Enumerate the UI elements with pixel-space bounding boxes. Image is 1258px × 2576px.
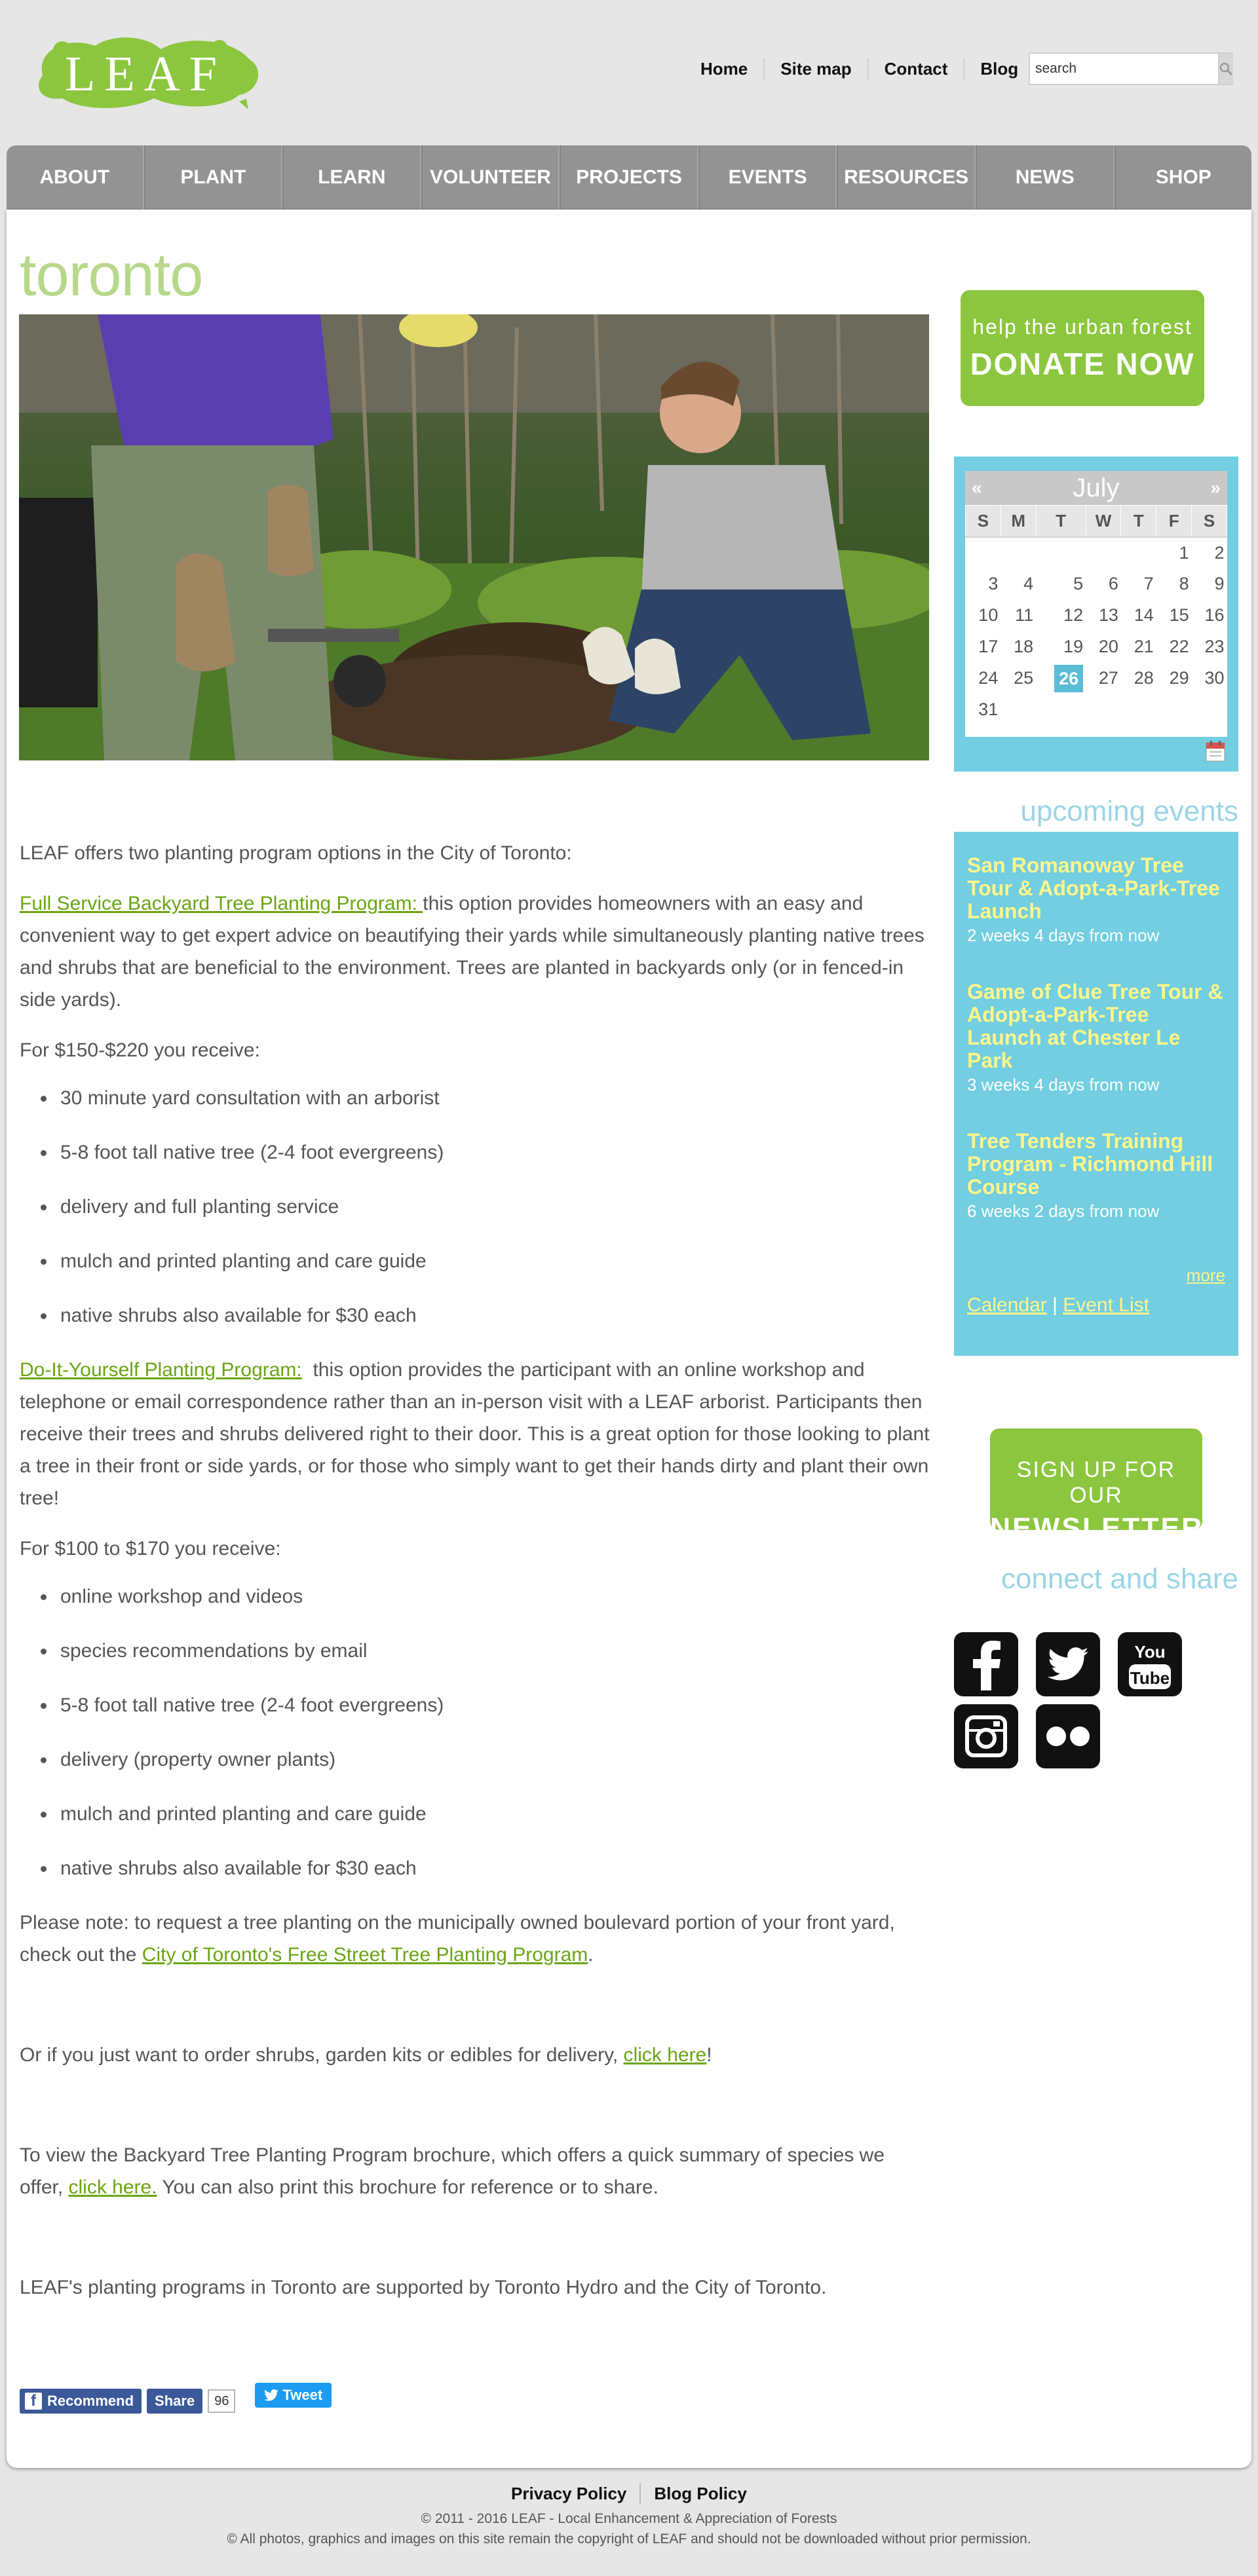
- support-text: LEAF's planting programs in Toronto are supported by Toronto Hydro and the City of Toronto.: [20, 2277, 827, 2298]
- day-header: T: [1036, 506, 1086, 537]
- today-marker: 26: [1054, 665, 1083, 692]
- diy-program-link[interactable]: Do-It-Yourself Planting Program:: [20, 1359, 302, 1381]
- calendar-day[interactable]: 10: [978, 605, 999, 625]
- nav-projects[interactable]: PROJECTS: [560, 145, 698, 210]
- calendar-month: July: [1073, 473, 1120, 502]
- facebook-share-button[interactable]: Share: [147, 2389, 202, 2414]
- search-input[interactable]: [1030, 54, 1218, 84]
- calendar-next-button[interactable]: »: [1210, 477, 1221, 498]
- list-item: 5-8 foot tall native tree (2-4 foot evergreens): [20, 1689, 930, 1721]
- main-nav: [7, 145, 1251, 210]
- calendar-day[interactable]: 16: [1204, 605, 1225, 625]
- calendar-day[interactable]: 13: [1098, 605, 1118, 625]
- privacy-policy-link[interactable]: Privacy Policy: [511, 2484, 627, 2503]
- note-text: Please note: to request a tree planting on the municipally owned boulevard portion of your front yard, check out the: [20, 1912, 895, 1966]
- share-count: 96: [208, 2389, 235, 2413]
- instagram-icon[interactable]: [954, 1704, 1018, 1768]
- shrubs-paragraph: [20, 2039, 930, 2071]
- logo-text: LEAF: [65, 47, 226, 102]
- list-item: native shrubs also available for $30 each: [20, 1852, 930, 1884]
- facebook-icon[interactable]: [954, 1632, 1018, 1696]
- recommend-label: Recommend: [47, 2393, 134, 2409]
- calendar-day[interactable]: 14: [1134, 605, 1154, 625]
- calendar-widget: [954, 457, 1238, 772]
- event-link[interactable]: Tree Tenders Training Program - Richmond Hill Course: [967, 1129, 1213, 1199]
- share-bar: [20, 2389, 332, 2414]
- list-item: mulch and printed planting and care guide: [20, 1245, 930, 1277]
- calendar-day[interactable]: 8: [1179, 574, 1189, 593]
- calendar-day: [1001, 537, 1036, 569]
- topnav-home[interactable]: Home: [700, 59, 748, 79]
- connect-heading: connect and share: [1001, 1563, 1238, 1595]
- day-header: S: [1192, 506, 1227, 537]
- calendar-day[interactable]: 22: [1169, 637, 1189, 656]
- calendar-day: [1156, 694, 1192, 726]
- calendar-day[interactable]: 28: [1134, 668, 1154, 688]
- calendar-day[interactable]: 24: [978, 668, 999, 688]
- brochure-end: You can also print this brochure for reference or to share.: [157, 2176, 659, 2198]
- street-tree-program-link[interactable]: City of Toronto's Free Street Tree Planting Program: [142, 1944, 588, 1966]
- shrubs-end: !: [706, 2044, 712, 2066]
- calendar-day[interactable]: 5: [1073, 574, 1084, 593]
- page-title: toronto: [20, 242, 203, 308]
- hero-photo: [19, 314, 929, 760]
- tweet-button[interactable]: [255, 2383, 332, 2408]
- calendar-day[interactable]: 7: [1143, 574, 1154, 593]
- leaf-logo[interactable]: [23, 29, 269, 115]
- list-item: mulch and printed planting and care guide: [20, 1798, 930, 1830]
- article-content: [20, 837, 930, 2304]
- list-item: native shrubs also available for $30 each: [20, 1299, 930, 1332]
- nav-plant[interactable]: PLANT: [144, 145, 283, 210]
- intro-text: LEAF offers two planting program options in the City of Toronto:: [20, 842, 572, 864]
- footer-links: [0, 2483, 1258, 2504]
- diy-description: this option provides the participant with an online workshop and telephone or email correspondence rather than an in-person visit with a LEAF arborist. Participants then receive their trees and shrubs delivered right to their door. This is a great option for those looking to plant a tree in their front or side yards, or for those who simply want to get their hands dirty and plant their own tree!: [20, 1359, 930, 1509]
- nav-learn[interactable]: LEARN: [282, 145, 421, 210]
- newsletter-line2: NEWSLETTER: [990, 1512, 1204, 1544]
- calendar-day: [1086, 537, 1121, 569]
- calendar-day[interactable]: 30: [1204, 668, 1225, 688]
- calendar-day: [1086, 694, 1121, 726]
- calendar-day[interactable]: 25: [1014, 668, 1034, 688]
- event-item: [967, 854, 1225, 946]
- full-service-paragraph: [20, 887, 930, 1016]
- calendar-day[interactable]: 4: [1023, 574, 1034, 593]
- search-icon: [1219, 62, 1233, 76]
- event-time: 6 weeks 2 days from now: [967, 1201, 1160, 1221]
- list-item: delivery and full planting service: [20, 1191, 930, 1223]
- flickr-icon[interactable]: [1036, 1704, 1100, 1768]
- search-box: [1029, 52, 1233, 85]
- calendar-day[interactable]: 19: [1063, 637, 1084, 656]
- event-link[interactable]: Game of Clue Tree Tour & Adopt-a-Park-Tree Launch at Chester Le Park: [967, 980, 1223, 1072]
- calendar-day[interactable]: 1: [1179, 542, 1189, 563]
- tweet-label: Tweet: [282, 2387, 323, 2403]
- topnav-sitemap[interactable]: Site map: [763, 58, 867, 80]
- list-item: delivery (property owner plants): [20, 1744, 930, 1776]
- topnav-blog[interactable]: Blog: [963, 58, 1034, 80]
- calendar-day: [1121, 694, 1156, 726]
- day-header: F: [1156, 506, 1192, 537]
- full-service-price: For $150-$220 you receive:: [20, 1039, 260, 1061]
- link-separator: |: [1046, 1294, 1063, 1316]
- calendar-day[interactable]: 18: [1014, 637, 1034, 656]
- calendar-day[interactable]: 12: [1063, 605, 1084, 625]
- donate-label: DONATE NOW: [970, 346, 1195, 381]
- event-item: [967, 980, 1225, 1096]
- day-header: S: [966, 506, 1001, 537]
- list-item: 5-8 foot tall native tree (2-4 foot evergreens): [20, 1136, 930, 1168]
- list-item: species recommendations by email: [20, 1635, 930, 1667]
- calendar-day[interactable]: 17: [978, 637, 999, 656]
- event-item: [967, 1130, 1225, 1222]
- diy-paragraph: [20, 1354, 930, 1514]
- brochure-click-here-link[interactable]: click here.: [68, 2176, 157, 2198]
- full-service-program-link[interactable]: Full Service Backyard Tree Planting Program:: [20, 893, 423, 914]
- calendar-links: [967, 1294, 1149, 1316]
- shrubs-text: Or if you just want to order shrubs, garden kits or edibles for delivery,: [20, 2044, 624, 2066]
- list-item: online workshop and videos: [20, 1580, 930, 1613]
- calendar-prev-button[interactable]: «: [972, 477, 982, 498]
- topnav-contact[interactable]: Contact: [867, 58, 964, 80]
- brochure-paragraph: [20, 2139, 930, 2203]
- calendar-day: [1036, 537, 1086, 569]
- calendar-day[interactable]: 31: [978, 700, 999, 719]
- shrubs-click-here-link[interactable]: click here: [623, 2044, 707, 2066]
- calendar-day[interactable]: 3: [988, 574, 999, 593]
- list-item: 30 minute yard consultation with an arborist: [20, 1082, 930, 1114]
- calendar-day: [1001, 694, 1036, 726]
- event-time: 3 weeks 4 days from now: [967, 1075, 1160, 1094]
- donate-now-button[interactable]: [961, 290, 1204, 406]
- diy-price: For $100 to $170 you receive:: [20, 1538, 281, 1559]
- day-header: M: [1001, 506, 1036, 537]
- calendar-day[interactable]: 20: [1098, 637, 1118, 656]
- event-list-link[interactable]: Event List: [1063, 1294, 1149, 1316]
- calendar-grid: [965, 505, 1227, 737]
- rights-text: © All photos, graphics and images on this site remain the copyright of LEAF and should not be downloaded without prior permission.: [227, 2531, 1031, 2547]
- youtube-icon[interactable]: [1118, 1632, 1182, 1696]
- calendar-day[interactable]: 6: [1108, 574, 1118, 593]
- newsletter-line1: SIGN UP FOR OUR: [1016, 1457, 1176, 1508]
- facebook-icon: f: [25, 2393, 42, 2410]
- top-nav: [685, 58, 1034, 80]
- full-service-list: [20, 1082, 930, 1332]
- newsletter-signup-button[interactable]: [990, 1428, 1204, 1544]
- nav-volunteer[interactable]: VOLUNTEER: [421, 145, 560, 210]
- calendar-day[interactable]: 21: [1134, 637, 1154, 656]
- calendar-day[interactable]: 23: [1204, 637, 1225, 656]
- donate-tagline: help the urban forest: [972, 315, 1192, 339]
- calendar-link[interactable]: Calendar: [967, 1294, 1047, 1316]
- twitter-bird-icon: [264, 2389, 278, 2401]
- search-button[interactable]: [1218, 54, 1233, 84]
- copyright-text: © 2011 - 2016 LEAF - Local Enhancement & Appreciation of Forests: [421, 2511, 837, 2526]
- upcoming-events-box: [954, 832, 1238, 1356]
- street-tree-note: [20, 1907, 930, 1971]
- calendar-day: [1121, 537, 1156, 569]
- nav-shop[interactable]: SHOP: [1115, 145, 1252, 210]
- day-header: W: [1086, 506, 1121, 537]
- calendar-day: [1192, 694, 1227, 726]
- calendar-day[interactable]: 11: [1015, 605, 1034, 625]
- calendar-day[interactable]: 27: [1098, 668, 1118, 688]
- svg-text:You: You: [1134, 1642, 1166, 1662]
- facebook-recommend-button[interactable]: [20, 2389, 142, 2414]
- blog-policy-link[interactable]: Blog Policy: [639, 2483, 760, 2504]
- full-service-description: this option provides homeowners with an easy and convenient way to get expert advice on beautifying their yards while simultaneously planting native trees and shrubs that are beneficial to the environment. Trees are planted in backyards only (or in fenced-in side yards).: [20, 893, 924, 1011]
- note-end: .: [588, 1944, 594, 1966]
- ical-feed-icon[interactable]: [1206, 741, 1225, 762]
- calendar-day-today[interactable]: [1036, 663, 1086, 694]
- more-events-link[interactable]: more: [1186, 1265, 1225, 1285]
- upcoming-events-heading: upcoming events: [1020, 795, 1238, 827]
- nav-about[interactable]: ABOUT: [7, 145, 144, 210]
- day-header: T: [1121, 506, 1156, 537]
- calendar-day: [1036, 694, 1086, 726]
- nav-events[interactable]: EVENTS: [698, 145, 837, 210]
- nav-news[interactable]: NEWS: [976, 145, 1115, 210]
- calendar-day[interactable]: 9: [1214, 574, 1225, 593]
- calendar-day: [966, 537, 1001, 569]
- event-time: 2 weeks 4 days from now: [967, 925, 1160, 945]
- nav-resources[interactable]: RESOURCES: [837, 145, 976, 210]
- calendar-day[interactable]: 15: [1169, 605, 1189, 625]
- event-link[interactable]: San Romanoway Tree Tour & Adopt-a-Park-Tree Launch: [967, 853, 1220, 923]
- calendar-day[interactable]: 2: [1214, 542, 1225, 563]
- twitter-icon[interactable]: [1036, 1632, 1100, 1696]
- svg-text:Tube: Tube: [1130, 1668, 1170, 1688]
- brochure-text: To view the Backyard Tree Planting Program brochure, which offers a quick summary of species we offer,: [20, 2144, 885, 2198]
- calendar-day[interactable]: 29: [1169, 668, 1189, 688]
- diy-list: [20, 1580, 930, 1884]
- calendar-header: [965, 471, 1227, 505]
